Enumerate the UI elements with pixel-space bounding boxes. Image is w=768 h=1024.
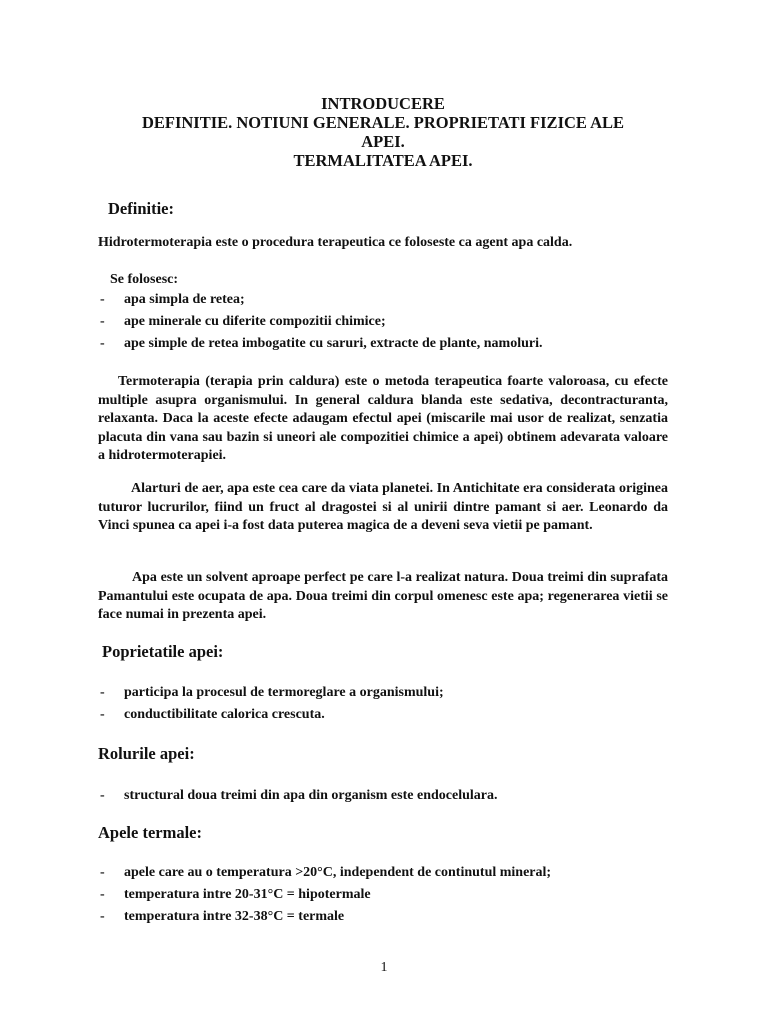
bullet-dash: - bbox=[100, 887, 105, 902]
paragraph: Alarturi de aer, apa este cea care da viata planetei. In Antichitate era considerata originea tuturor lucrurilor, fiind un fruct al dragostei si al unirii dintre pamant si aer. Leonardo da Vinci spunea ca apei i-a fost data puterea magica de a deveni seva vietii pe pamant. bbox=[98, 481, 668, 533]
list-item bbox=[98, 682, 698, 704]
roluri-heading: Rolurile apei: bbox=[98, 744, 195, 763]
bullet-dash: - bbox=[100, 314, 105, 329]
definitie-text: Hidrotermoterapia este o procedura terapeutica ce foloseste ca agent apa calda. bbox=[98, 235, 573, 250]
bullet-dash: - bbox=[100, 292, 105, 307]
list-item bbox=[98, 704, 698, 726]
list-item-text: ape minerale cu diferite compozitii chimice; bbox=[124, 314, 386, 329]
bullet-dash: - bbox=[100, 865, 105, 880]
title-line: TERMALITATEA APEI. bbox=[293, 151, 473, 170]
list-item-text: ape simple de retea imbogatite cu saruri, extracte de plante, namoluri. bbox=[124, 336, 543, 351]
list-item bbox=[98, 862, 698, 884]
list-item bbox=[98, 906, 698, 928]
list-intro: Se folosesc: bbox=[110, 272, 179, 287]
paragraph: Termoterapia (terapia prin caldura) este o metoda terapeutica foarte valoroasa, cu efecte multiple asupra organismului. In general caldura blanda este sedativa, decontracturanta, relaxanta. Daca la aceste efecte adaugam efectul apei (miscarile mai usor de realizat, senzatia placuta din vana sau bazin si uneori ale compozitiei chimice a apei) obtinem adevarata valoare a hidrotermoterapiei. bbox=[98, 374, 668, 463]
termale-heading: Apele termale: bbox=[98, 823, 202, 842]
title-line: APEI. bbox=[361, 132, 405, 151]
definitie-heading: Definitie: bbox=[108, 199, 174, 218]
proprietati-heading: Poprietatile apei: bbox=[102, 642, 224, 661]
bullet-dash: - bbox=[100, 909, 105, 924]
list-item-text: temperatura intre 20-31°C = hipotermale bbox=[124, 887, 371, 902]
bullet-dash: - bbox=[100, 707, 105, 722]
definitie-list bbox=[98, 289, 698, 355]
bullet-dash: - bbox=[100, 336, 105, 351]
list-item-text: structural doua treimi din apa din organism este endocelulara. bbox=[124, 788, 498, 803]
list-item bbox=[98, 785, 698, 807]
list-item-text: apele care au o temperatura >20°C, independent de continutul mineral; bbox=[124, 865, 552, 880]
list-item-text: participa la procesul de termoreglare a organismului; bbox=[124, 685, 444, 700]
title-line: INTRODUCERE bbox=[321, 94, 445, 113]
proprietati-list bbox=[98, 682, 698, 726]
list-item bbox=[98, 311, 698, 333]
document-title bbox=[98, 94, 668, 170]
bullet-dash: - bbox=[100, 685, 105, 700]
bullet-dash: - bbox=[100, 788, 105, 803]
page-number: 1 bbox=[380, 960, 388, 975]
list-item-text: conductibilitate calorica crescuta. bbox=[124, 707, 325, 722]
list-item-text: temperatura intre 32-38°C = termale bbox=[124, 909, 345, 924]
title-line: DEFINITIE. NOTIUNI GENERALE. PROPRIETATI FIZICE ALE bbox=[141, 113, 625, 132]
list-item-text: apa simpla de retea; bbox=[124, 292, 245, 307]
roluri-list bbox=[98, 785, 698, 807]
list-item bbox=[98, 333, 698, 355]
paragraph: Apa este un solvent aproape perfect pe care l-a realizat natura. Doua treimi din suprafata Pamantului este ocupata de apa. Doua treimi din corpul omenesc este apa; regenerarea vietii se face numai in prezenta apei. bbox=[98, 570, 668, 622]
termale-list bbox=[98, 862, 698, 928]
list-item bbox=[98, 289, 698, 311]
list-item bbox=[98, 884, 698, 906]
